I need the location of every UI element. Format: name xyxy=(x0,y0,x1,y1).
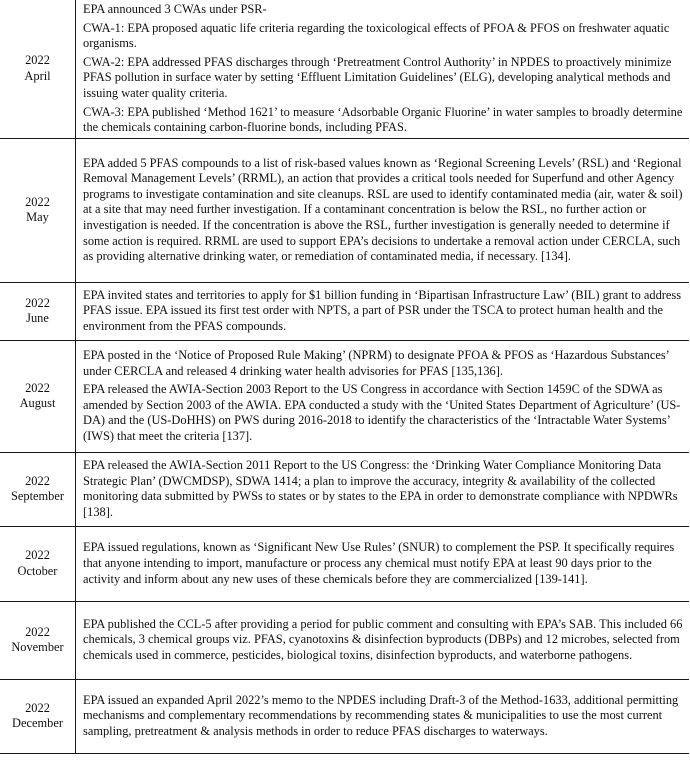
year-label: 2022 xyxy=(25,624,50,639)
event-paragraph: EPA announced 3 CWAs under PSR- xyxy=(83,2,267,16)
event-cell xyxy=(76,0,690,138)
table-row xyxy=(0,282,689,340)
year-label: 2022 xyxy=(25,194,50,209)
event-paragraph: EPA posted in the ‘Notice of Proposed Rule Making’ (NPRM) to designate PFOA & PFOS as ‘Hazardous Substances’ under CERCLA and released 4 drinking water health advisories for PFAS [135,136]. xyxy=(83,347,669,378)
event-cell xyxy=(76,679,690,753)
event-cell xyxy=(76,526,690,601)
event-cell xyxy=(76,138,690,282)
table-row xyxy=(0,601,689,679)
month-label: April xyxy=(24,68,51,83)
event-paragraph: CWA-3: EPA published ‘Method 1621’ to measure ‘Adsorbable Organic Fluorine’ in water samples to broadly determine the chemicals containing carbon-fluorine bonds, including PFAS. xyxy=(83,104,683,135)
event-cell xyxy=(76,340,690,452)
event-cell xyxy=(76,601,690,679)
event-paragraph: EPA issued regulations, known as ‘Significant New Use Rules’ (SNUR) to complement the PSP. It specifically requires that anyone intending to import, manufacture or process any chemical must notify EPA at least 90 days prior to the activity and inform about any new uses of these chemicals before they are commercialized [139-141]. xyxy=(83,540,675,586)
year-label: 2022 xyxy=(25,473,50,488)
date-cell xyxy=(0,526,76,601)
year-label: 2022 xyxy=(25,53,50,68)
date-cell xyxy=(0,340,76,452)
date-cell xyxy=(0,0,76,138)
event-paragraph: EPA released the AWIA-Section 2003 Report to the US Congress in accordance with Section 1459C of the SDWA as amended by Section 2003 of the AWIA. EPA conducted a study with the ‘United States Department of Agriculture’ (US-DA) and the (US-DoHHS) on PWS during 2016-2018 to identify the characteristics of the ‘Intractable Water Systems’ (IWS) that meet the criteria [137]. xyxy=(83,382,681,443)
month-label: October xyxy=(17,563,58,578)
event-paragraph: EPA released the AWIA-Section 2011 Report to the US Congress: the ‘Drinking Water Compliance Monitoring Data Strategic Plan’ (DWCMDSP), SDWA 1414; a plan to improve the accuracy, integrity & availability of the collected monitoring data submitted by PWSs to states or by states to the EPA in order to demonstrate compliance with NPDWRs [138]. xyxy=(83,458,678,519)
year-label: 2022 xyxy=(25,548,50,563)
table-row xyxy=(0,526,689,601)
month-label: August xyxy=(19,396,56,411)
year-label: 2022 xyxy=(25,380,50,395)
date-cell xyxy=(0,452,76,526)
table-row xyxy=(0,679,689,753)
month-label: June xyxy=(26,311,49,326)
date-cell xyxy=(0,282,76,340)
month-label: September xyxy=(11,489,64,504)
month-label: November xyxy=(11,640,64,655)
table-row xyxy=(0,0,689,138)
year-label: 2022 xyxy=(25,295,50,310)
date-cell xyxy=(0,138,76,282)
event-cell xyxy=(76,282,690,340)
event-paragraph: EPA invited states and territories to apply for $1 billion funding in ‘Bipartisan Infrastructure Law’ (BIL) grant to address PFAS issue. EPA issued its first test order with NPTS, a part of PSR under the TSCA to protect human health and the environment from the PFAS compounds. xyxy=(83,287,682,334)
event-cell xyxy=(76,452,690,526)
month-label: December xyxy=(12,716,63,731)
event-paragraph: EPA issued an expanded April 2022’s memo to the NPDES including Draft-3 of the Method-1633, additional permitting mechanisms and complementary recommendations by recommending states & municipalities to use the most current sampling, pretreatment & analysis methods in order to reduce PFAS discharges to waterways. xyxy=(83,692,679,739)
table-row xyxy=(0,340,689,452)
month-label: May xyxy=(26,210,49,225)
year-label: 2022 xyxy=(25,700,50,715)
date-cell xyxy=(0,601,76,679)
event-paragraph: CWA-1: EPA proposed aquatic life criteria regarding the toxicological effects of PFOA & PFOS on freshwater aquatic organisms. xyxy=(83,20,670,51)
table-row xyxy=(0,452,689,526)
event-paragraph: EPA added 5 PFAS compounds to a list of risk-based values known as ‘Regional Screening Levels’ (RSL) and ‘Regional Removal Management Levels’ (RRML), an action that provides a critical tools needed for Superfund and other Agency programs to investigate contamination and site cleanups. RSL are used to identify contaminated media (air, water & soil) at a site that may need further investigation. If a contaminant concentration is below the RSL, no further action or investigation is needed. If the concentration is above the RSL, further investigation is generally needed to determine if some action is required. RRML are used to support EPA’s decisions to undertake a removal action under CERCLA, such as providing alternative drinking water, or remediation of contaminated media, if necessary. [134]. xyxy=(83,155,683,264)
date-cell xyxy=(0,679,76,753)
event-paragraph: EPA published the CCL-5 after providing a period for public comment and consulting with EPA’s SAB. This included 66 chemicals, 3 chemical groups viz. PFAS, cyanotoxins & disinfection byproducts (DBPs) and 12 microbes, selected from chemicals used in commerce, pesticides, biological toxins, disinfection byproducts, and waterborne pathogens. xyxy=(83,616,683,663)
event-paragraph: CWA-2: EPA addressed PFAS discharges through ‘Pretreatment Control Authority’ in NPDES to proactively minimize PFAS pollution in surface water by setting ‘Effluent Limitation Guidelines’ (ELG), developing analytical methods and issuing water quality criteria. xyxy=(83,54,672,100)
table-row xyxy=(0,138,689,282)
